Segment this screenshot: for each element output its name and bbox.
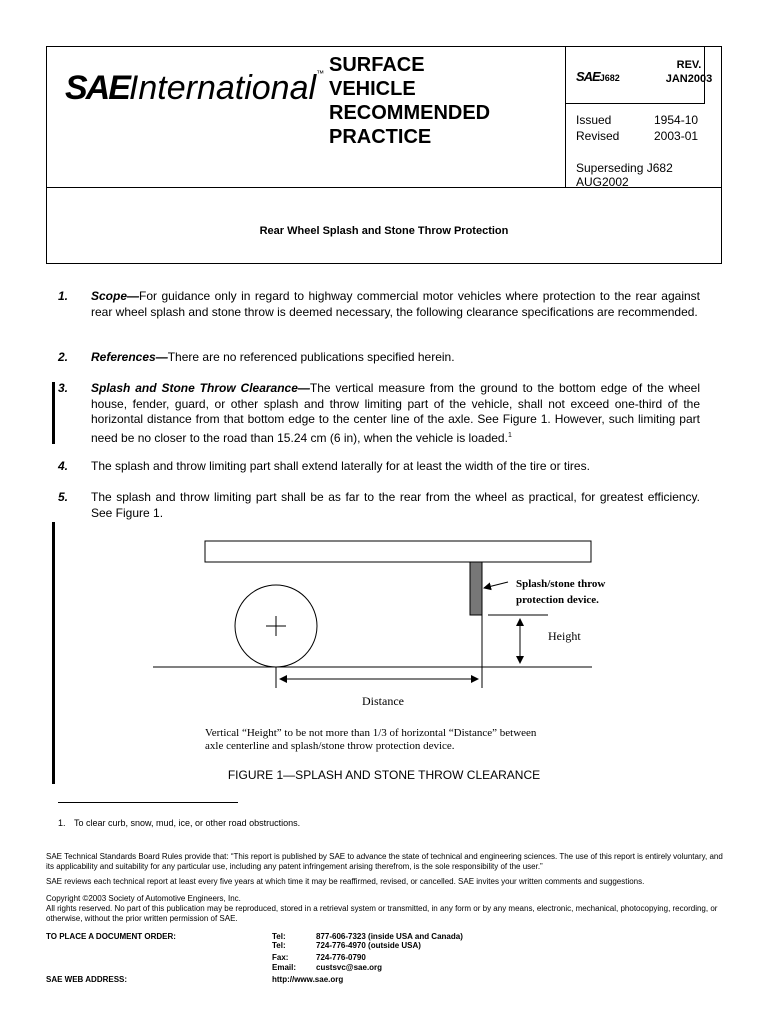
distance-label: Distance bbox=[362, 694, 404, 708]
sae-international-logo bbox=[65, 69, 324, 108]
clearance-figure bbox=[0, 530, 768, 760]
doc-type-line: PRACTICE bbox=[329, 126, 432, 148]
superseding: Superseding J682 AUG2002 bbox=[576, 161, 673, 189]
doc-type-line: VEHICLE bbox=[329, 78, 416, 100]
device-label-2: protection device. bbox=[516, 594, 599, 606]
figure-note-2: axle centerline and splash/stone throw protection device. bbox=[205, 740, 455, 752]
section-lateral bbox=[58, 459, 700, 475]
height-label: Height bbox=[548, 629, 581, 643]
logo-international: International bbox=[128, 69, 317, 107]
footnote bbox=[58, 818, 300, 828]
section-heading: Scope— bbox=[91, 289, 140, 303]
logo-trademark: ™ bbox=[316, 69, 325, 78]
document-type-cell bbox=[321, 47, 565, 187]
rev-label: REV. bbox=[676, 59, 702, 71]
section-heading: Splash and Stone Throw Clearance— bbox=[91, 381, 310, 395]
section-number: 2. bbox=[58, 350, 69, 364]
section-references bbox=[58, 350, 700, 366]
issued-value: 1954-10 bbox=[654, 113, 699, 127]
section-text: For guidance only in regard to highway commercial motor vehicles where protection to the rear against rear wheel splash and stone throw is deemed necessary, the following clearance specifications are recommended. bbox=[91, 289, 700, 319]
revision-cell bbox=[658, 58, 720, 86]
section-number: 3. bbox=[58, 381, 69, 395]
document-type bbox=[329, 53, 490, 149]
doc-type-line: SURFACE bbox=[329, 54, 425, 76]
issued-label: Issued bbox=[576, 113, 612, 127]
figure-note-1: Vertical “Height” to be not more than 1/3 of horizontal “Distance” between bbox=[205, 727, 537, 739]
document-header bbox=[46, 46, 722, 264]
footnote-separator bbox=[58, 802, 238, 803]
small-sae-logo: SAE bbox=[576, 69, 600, 84]
document-number bbox=[576, 69, 620, 84]
section-number: 4. bbox=[58, 459, 69, 473]
device-leader bbox=[484, 582, 508, 588]
section-text: There are no referenced publications specified herein. bbox=[167, 350, 455, 364]
email-label: Email: bbox=[272, 963, 297, 972]
section-rear bbox=[58, 490, 700, 521]
legal-review: SAE reviews each technical report at least every five years at which time it may be reaffirmed, revised, or cancelled. SAE invites your written comments and suggestions. bbox=[46, 877, 645, 886]
web-label: SAE WEB ADDRESS: bbox=[46, 975, 128, 984]
section-scope bbox=[58, 289, 700, 320]
header-top-row bbox=[47, 47, 721, 188]
tel-label-2: Tel: bbox=[272, 941, 286, 950]
section-text: The splash and throw limiting part shall extend laterally for at least the width of the tire or tires. bbox=[91, 459, 590, 473]
header-title-row bbox=[47, 187, 721, 263]
tel-2: 724-776-4970 (outside USA) bbox=[316, 941, 421, 950]
logo-sae: SAE bbox=[65, 69, 129, 107]
figure-caption: FIGURE 1—SPLASH AND STONE THROW CLEARANCE bbox=[227, 768, 541, 782]
fax-number: 724-776-0790 bbox=[316, 953, 366, 962]
footnote-text: To clear curb, snow, mud, ice, or other road obstructions. bbox=[74, 818, 301, 828]
protection-device bbox=[470, 562, 482, 615]
section-heading: References— bbox=[91, 350, 168, 364]
tel-1: 877-606-7323 (inside USA and Canada) bbox=[316, 932, 463, 941]
revised-value: 2003-01 bbox=[654, 129, 699, 143]
legal-rules: SAE Technical Standards Board Rules provide that: “This report is published by SAE to advance the state of technical and engineering sciences. The use of this report is entirely voluntary, and its applicability and suitability for any particular use, including any patent infringement arising therefrom, is the sole responsibility of the user.” bbox=[46, 852, 723, 871]
footnote-ref: 1 bbox=[507, 431, 512, 439]
email-address[interactable]: custsvc@sae.org bbox=[316, 963, 383, 972]
legal-rights: All rights reserved. No part of this publication may be reproduced, stored in a retrieval system or transmitted, in any form or by any means, electronic, mechanical, photocopying, recording, or otherwise, without the prior written permission of SAE. bbox=[46, 904, 718, 923]
rev-date: JAN2003 bbox=[665, 73, 713, 85]
footnote-number: 1. bbox=[58, 818, 66, 828]
section-number: 5. bbox=[58, 490, 69, 504]
order-label: TO PLACE A DOCUMENT ORDER: bbox=[46, 932, 176, 941]
web-address[interactable]: http://www.sae.org bbox=[272, 975, 344, 984]
section-clearance bbox=[58, 381, 700, 446]
vehicle-body bbox=[205, 541, 591, 562]
logo-cell bbox=[47, 47, 325, 187]
doc-type-line: RECOMMENDED bbox=[329, 102, 491, 124]
legal-copyright: Copyright ©2003 Society of Automotive Engineers, Inc. bbox=[46, 894, 241, 903]
tel-label: Tel: bbox=[272, 932, 286, 941]
document-title: Rear Wheel Splash and Stone Throw Protection bbox=[259, 225, 509, 237]
device-label-1: Splash/stone throw bbox=[516, 578, 606, 590]
revised-label: Revised bbox=[576, 129, 620, 143]
section-number: 1. bbox=[58, 289, 69, 303]
section-text: The splash and throw limiting part shall be as far to the rear from the wheel as practical, for greatest efficiency. See Figure 1. bbox=[91, 490, 700, 520]
fax-label: Fax: bbox=[272, 953, 289, 962]
section-text: The vertical measure from the ground to the bottom edge of the wheel house, fender, guard, or other splash and throw limiting part of the vehicle, shall not exceed one-third of the horizontal distance from that bottom edge to the center line of the axle. See Figure 1. However, such limiting part need be no closer to the road than 15.24 cm (6 in), when the vehicle is loaded. bbox=[91, 381, 700, 445]
revision-bar bbox=[52, 382, 55, 444]
doc-number-text: J682 bbox=[599, 73, 620, 83]
